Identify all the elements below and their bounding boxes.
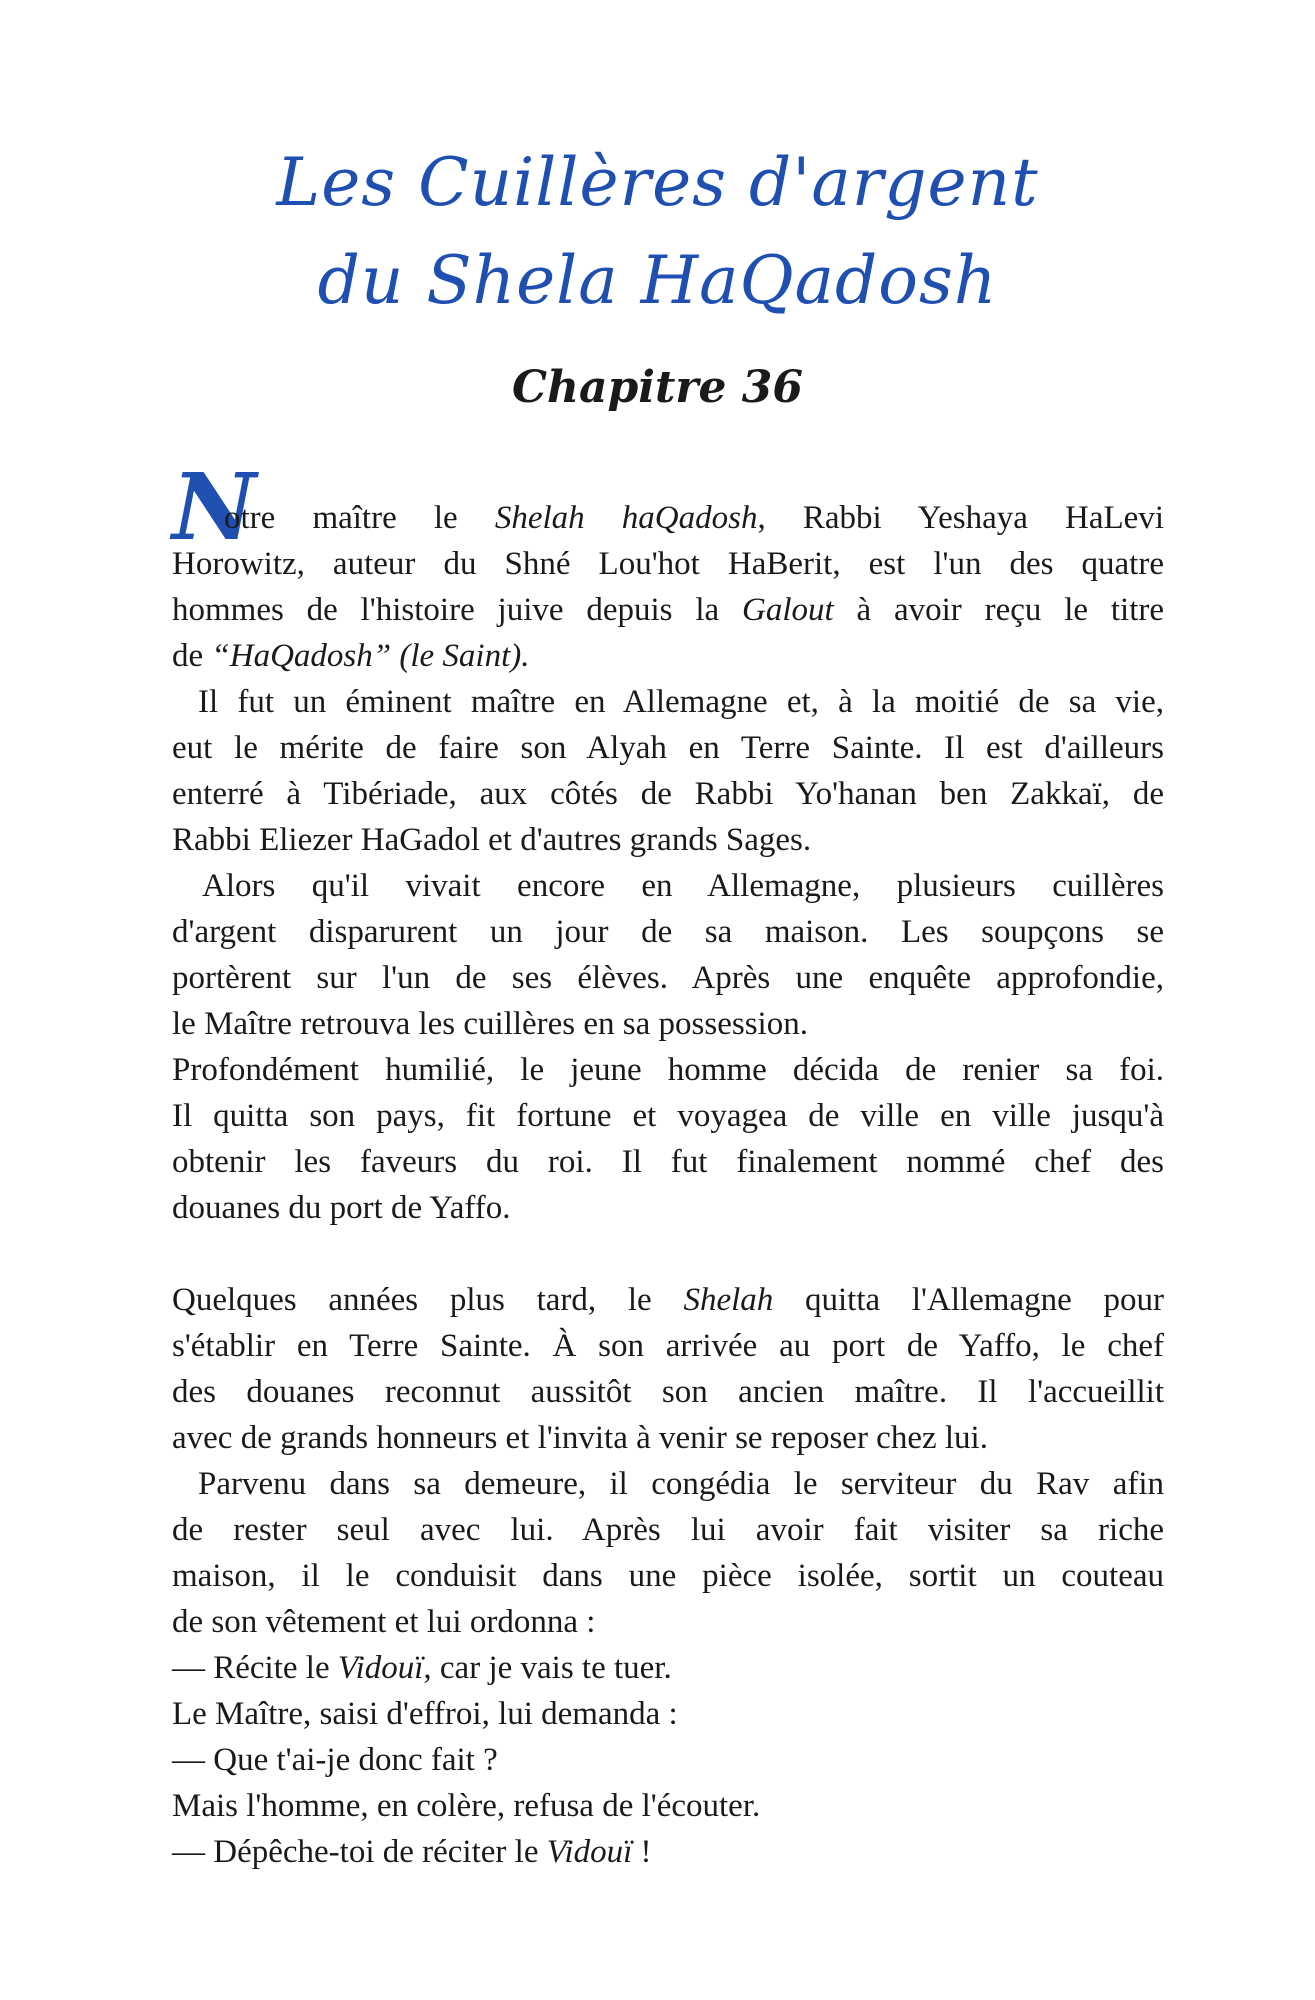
text-line [172, 1093, 1164, 1139]
text-line [172, 633, 1164, 679]
text-run: s'établir en Terre Sainte. À son arrivée au port de Yaffo, le chef [172, 1328, 1164, 1364]
text-run: douanes du port de Yaffo. [172, 1190, 511, 1226]
text-line [172, 1185, 1164, 1231]
text-run: enterré à Tibériade, aux côtés de Rabbi Yo'hanan ben Zakkaï, de [172, 776, 1164, 812]
text-run: ! [632, 1834, 652, 1870]
text-run: quitta l'Allemagne pour [773, 1282, 1164, 1318]
text-line [172, 1139, 1164, 1185]
drop-cap: N [172, 453, 257, 561]
text-run: — Récite le [172, 1650, 338, 1686]
text-run: Il fut un éminent maître en Allemagne et, à la moitié de sa vie, [198, 684, 1164, 720]
chapter-heading: Chapitre 36 [511, 362, 804, 413]
text-run: d'argent disparurent un jour de sa maison. Les soupçons se [172, 914, 1164, 950]
text-run: Rabbi Eliezer HaGadol et d'autres grands Sages. [172, 822, 812, 858]
text-line [172, 1737, 1164, 1783]
text-run: à avoir reçu le titre [833, 592, 1164, 628]
text-line [172, 679, 1164, 725]
text-run: Il quitta son pays, fit fortune et voyagea de ville en ville jusqu'à [172, 1098, 1164, 1134]
text-line [172, 725, 1164, 771]
text-line [172, 1507, 1164, 1553]
text-run: Horowitz, auteur du Shné Lou'hot HaBerit, est l'un des quatre [172, 546, 1164, 582]
text-run: obtenir les faveurs du roi. Il fut finalement nommé chef des [172, 1144, 1164, 1180]
text-line [172, 1277, 1164, 1323]
text-run: , car je vais te tuer. [423, 1650, 672, 1686]
text-run: le Maître retrouva les cuillères en sa possession. [172, 1006, 808, 1042]
italic-text: Vidouï [337, 1650, 424, 1686]
text-run: — Que t'ai-je donc fait ? [172, 1742, 498, 1778]
text-line [172, 1323, 1164, 1369]
text-run: hommes de l'histoire juive depuis la [172, 592, 742, 628]
text-line [172, 1599, 1164, 1645]
text-line [172, 1461, 1164, 1507]
italic-text: “HaQadosh” (le Saint). [211, 638, 530, 674]
text-run: otre maître le [224, 500, 495, 536]
text-run: Parvenu dans sa demeure, il congédia le serviteur du Rav afin [198, 1466, 1164, 1502]
text-line [172, 863, 1164, 909]
title-line-1: Les Cuillères d'argent [276, 144, 1039, 221]
text-line [172, 909, 1164, 955]
text-run: avec de grands honneurs et l'invita à venir se reposer chez lui. [172, 1420, 988, 1456]
text-line [172, 1415, 1164, 1461]
text-run: Profondément humilié, le jeune homme décida de renier sa foi. [172, 1052, 1164, 1088]
text-line [172, 1553, 1164, 1599]
body-text [172, 453, 1164, 1875]
text-line [172, 817, 1164, 863]
text-line [172, 1645, 1164, 1691]
text-run: Alors qu'il vivait encore en Allemagne, plusieurs cuillères [202, 868, 1164, 904]
text-line [172, 541, 1164, 587]
text-run: de son vêtement et lui ordonna : [172, 1604, 596, 1640]
text-run: maison, il le conduisit dans une pièce isolée, sortit un couteau [172, 1558, 1164, 1594]
text-line [172, 1783, 1164, 1829]
italic-text: Shelah [683, 1282, 774, 1318]
text-line [172, 1369, 1164, 1415]
text-run: des douanes reconnut aussitôt son ancien maître. Il l'accueillit [172, 1374, 1164, 1410]
text-run: , Rabbi Yeshaya HaLevi [757, 500, 1164, 536]
text-line [172, 1047, 1164, 1093]
text-run: portèrent sur l'un de ses élèves. Après une enquête approfondie, [172, 960, 1164, 996]
paragraph-gap [172, 1231, 1164, 1277]
text-run: de [172, 638, 212, 674]
text-run: — Dépêche-toi de réciter le [172, 1834, 547, 1870]
text-line [172, 771, 1164, 817]
text-line [172, 955, 1164, 1001]
text-line [172, 1829, 1164, 1875]
text-run: de rester seul avec lui. Après lui avoir fait visiter sa riche [172, 1512, 1164, 1548]
italic-text: Vidouï [546, 1834, 633, 1870]
text-run: eut le mérite de faire son Alyah en Terre Sainte. Il est d'ailleurs [172, 730, 1164, 766]
text-run: Quelques années plus tard, le [172, 1282, 684, 1318]
text-run: Mais l'homme, en colère, refusa de l'écouter. [172, 1788, 761, 1824]
title-line-2: du Shela HaQadosh [317, 242, 998, 319]
italic-text: Shelah haQadosh [494, 500, 758, 536]
italic-text: Galout [742, 592, 834, 628]
text-line [172, 1691, 1164, 1737]
text-line [172, 453, 1164, 561]
text-line [172, 1001, 1164, 1047]
text-run: Le Maître, saisi d'effroi, lui demanda : [172, 1696, 678, 1732]
text-line [172, 587, 1164, 633]
